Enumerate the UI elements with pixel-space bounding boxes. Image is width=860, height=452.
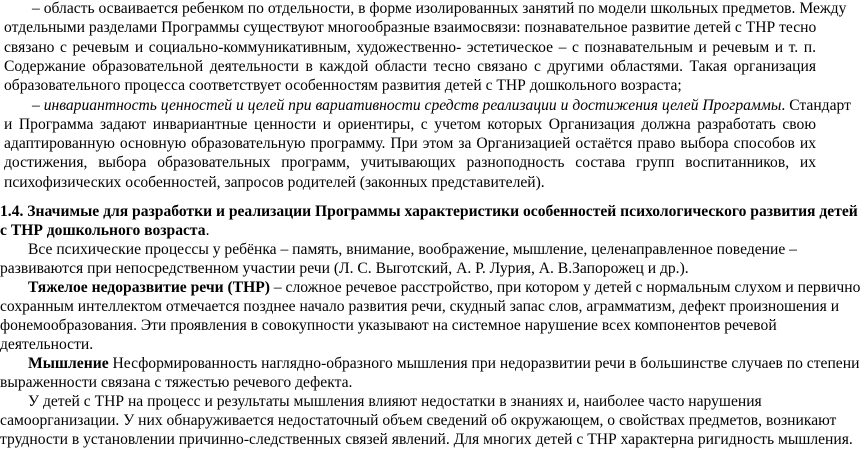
para2-line3: фонемообразования. Эти проявления в совокупности указывают на системное нарушение всех компонентов речевой: [0, 317, 777, 334]
term-tnr: Тяжелое недоразвитие речи (ТНР): [28, 279, 270, 296]
para1-line1: Все психические процессы у ребёнка – память, внимание, воображение, мышление, целенаправленное поведение –: [28, 241, 797, 258]
para3-line1-rest: Несформированность наглядно-образного мышления при недоразвитии речи в большинстве случаев по степени: [108, 355, 860, 372]
text-line-5: образовательного процесса соответствует особенностям развития детей с ТНР дошкольного возраста;: [4, 77, 682, 94]
section-heading-bold: с ТНР дошкольного возраста: [0, 222, 206, 239]
text-line-9: достижения, выбора образовательных программ, учитывающих разноподность состава групп воспитанников, их: [4, 154, 816, 171]
para4-line1: У детей с ТНР на процесс и результаты мышления влияют недостатки в знаниях и, наиболее часто нарушения: [28, 393, 762, 410]
text-line-10: психофизических особенностей, запросов родителей (законных представителей).: [4, 174, 545, 191]
text-line-3: связано с речевым и социально-коммуникативным, художественно- эстетическое – с познавательным и речевым и т. п.: [4, 39, 816, 56]
term-thinking: Мышление: [28, 355, 109, 372]
para3-line1: [28, 355, 860, 373]
italic-principle: – инвариантность ценностей и целей при вариативности средств реализации и достижения целей Программы: [32, 97, 782, 114]
section-heading-dot: .: [205, 222, 210, 239]
text-line-2: отдельными разделами Программы существуют многообразные взаимосвязи: познавательное развитие детей с ТНР тесно: [4, 19, 817, 36]
text-line-7: и Программа задают инвариантные ценности и ориентиры, с учетом которых Организация должна разработать свою: [4, 116, 816, 133]
para1-line2: развиваются при непосредственном участии речи (Л. С. Выготский, А. Р. Лурия, А. В.Запорожец и др.).: [0, 260, 689, 277]
para4-line2: самоорганизации. У них обнаруживается недостаточный объем сведений об окружающем, о свойствах предметов, возникают: [0, 412, 837, 429]
para2-line1: [28, 279, 860, 297]
section-heading: 1.4. Значимые для разработки и реализации Программы характеристики особенностей психологического развития детей: [0, 203, 858, 220]
section-heading-cont: [0, 222, 816, 240]
text-line-1: – область осваивается ребенком по отдельности, в форме изолированных занятий по модели школьных предметов. Между: [32, 0, 847, 17]
text-line-4: Содержание образовательной деятельности в каждой области тесно связано с другими областями. Такая организация: [4, 58, 816, 75]
para3-line2: выраженности связана с тяжестью речевого дефекта.: [0, 374, 353, 391]
para4-line3: трудности в установлении причинно-следственных связей явлений. Для многих детей с ТНР характерна ригидность мышления.: [0, 431, 853, 448]
para2-line2: сохранным интеллектом отмечается позднее начало развития речи, скудный запас слов, аграмматизм, дефект произношения и: [0, 298, 840, 315]
text-line-8: адаптированную основную образовательную программу. При этом за Организацией остаётся право выбора способов их: [4, 135, 816, 152]
text-line-6-rest: . Стандарт: [781, 97, 851, 114]
text-line-6: [32, 97, 851, 115]
para2-line1-rest: – сложное речевое расстройство, при котором у детей с нормальным слухом и первично: [269, 279, 860, 296]
para2-line4: деятельности.: [0, 336, 94, 353]
